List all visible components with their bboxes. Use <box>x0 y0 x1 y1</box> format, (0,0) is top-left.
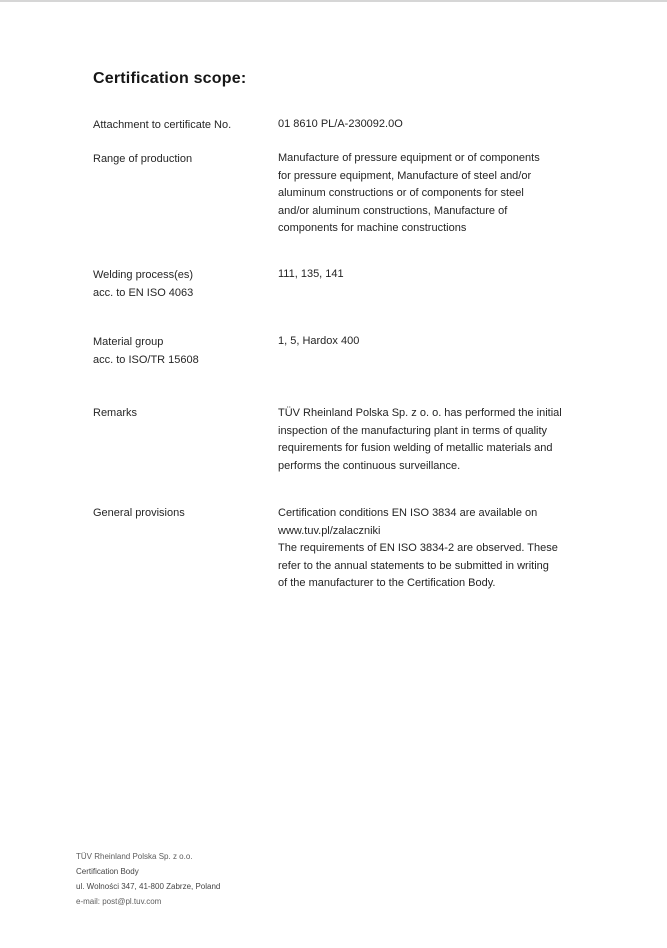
certificate-number-value: 01 8610 PL/A-230092.0O <box>278 118 403 130</box>
url-text-line: www.tuv.pl/zalaczniki <box>278 524 381 537</box>
welding-processes-label <box>93 266 275 302</box>
text-line: Manufacture of pressure equipment or of components <box>278 152 540 164</box>
footer-email: e-mail: post@pl.tuv.com <box>76 897 162 906</box>
page-title: Certification scope: <box>93 70 247 87</box>
range-of-production-label: Range of production <box>93 153 193 165</box>
footer-company-name: TÜV Rheinland Polska Sp. z o.o. <box>76 852 193 861</box>
text-line: inspection of the manufacturing plant in terms of quality <box>278 424 548 437</box>
text-line: TÜV Rheinland Polska Sp. z o. o. has performed the initial <box>278 407 562 419</box>
remarks-label: Remarks <box>93 407 138 419</box>
text-line: acc. to EN ISO 4063 <box>93 287 194 299</box>
attachment-certificate-label: Attachment to certificate No. <box>93 119 232 131</box>
text-line: and/or aluminum constructions, Manufacture of <box>278 204 508 217</box>
range-of-production-value <box>278 150 592 238</box>
text-line: Certification conditions EN ISO 3834 are available on <box>278 507 538 519</box>
page-top-edge-line <box>0 0 667 2</box>
text-line: refer to the annual statements to be submitted in writing <box>278 559 549 572</box>
text-line: components for machine constructions <box>278 222 467 234</box>
text-line: of the manufacturer to the Certification Body. <box>278 577 496 589</box>
footer-certification-body: Certification Body <box>76 867 139 876</box>
text-line: acc. to ISO/TR 15608 <box>93 354 199 366</box>
general-provisions-value <box>278 505 592 593</box>
text-line: Material group <box>93 336 164 348</box>
footer-address: ul. Wolności 347, 41-800 Zabrze, Poland <box>76 882 221 891</box>
general-provisions-label: General provisions <box>93 507 185 519</box>
remarks-value <box>278 405 592 475</box>
material-group-value: 1, 5, Hardox 400 <box>278 335 360 347</box>
text-line: performs the continuous surveillance. <box>278 459 461 472</box>
text-line: The requirements of EN ISO 3834-2 are observed. These <box>278 542 558 554</box>
material-group-label <box>93 333 275 369</box>
text-line: for pressure equipment, Manufacture of steel and/or <box>278 169 532 182</box>
footer-company-block <box>76 849 220 909</box>
text-line: aluminum constructions or of components for steel <box>278 187 524 199</box>
text-line: requirements for fusion welding of metallic materials and <box>278 442 553 454</box>
text-line: Welding process(es) <box>93 269 194 281</box>
welding-processes-value: 111, 135, 141 <box>278 268 344 280</box>
